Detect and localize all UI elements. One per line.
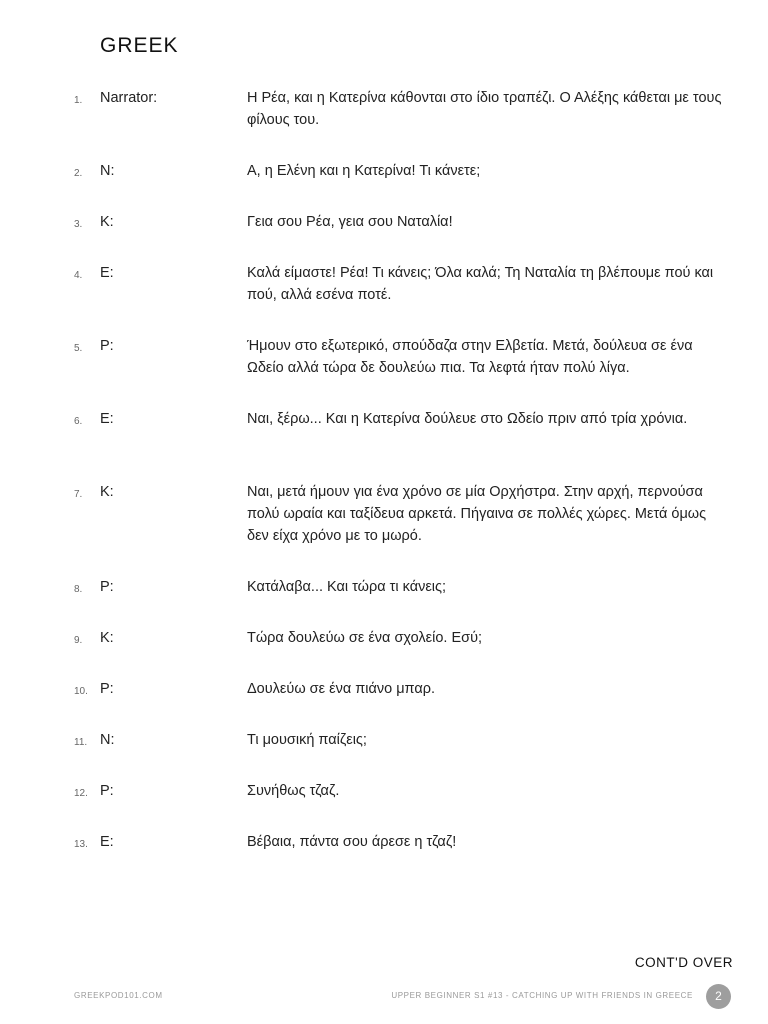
dialogue-text: Συνήθως τζαζ.	[247, 783, 340, 799]
line-number: 4.	[74, 270, 83, 281]
dialogue-text: Βέβαια, πάντα σου άρεσε η τζαζ!	[247, 834, 457, 850]
dialogue-text: Ήμουν στο εξωτερικό, σπούδαζα στην Ελβετία. Μετά, δούλευα σε ένα Ωδείο αλλά τώρα δε δουλεύω πια. Τα λεφτά ήταν πολύ λίγα.	[247, 338, 693, 376]
speaker-label: P:	[100, 338, 114, 354]
line-number: 10.	[74, 686, 88, 697]
speaker-label: Narrator:	[100, 90, 158, 106]
speaker-label: E:	[100, 834, 114, 850]
speaker-label: N:	[100, 732, 115, 748]
speaker-label: N:	[100, 163, 115, 179]
line-number: 1.	[74, 95, 83, 106]
line-number: 3.	[74, 219, 83, 230]
footer-site: GREEKPOD101.COM	[74, 991, 163, 1000]
footer-lesson-title: UPPER BEGINNER S1 #13 - CATCHING UP WITH FRIENDS IN GREECE	[391, 991, 693, 1000]
continued-notice: CONT'D OVER	[634, 955, 733, 970]
line-number: 13.	[74, 839, 88, 850]
page-number-badge: 2	[706, 984, 731, 1009]
speaker-label: K:	[100, 214, 114, 230]
line-number: 11.	[74, 737, 88, 748]
speaker-label: K:	[100, 630, 114, 646]
speaker-label: P:	[100, 579, 114, 595]
dialogue-text: Η Ρέα, και η Κατερίνα κάθονται στο ίδιο τραπέζι. Ο Αλέξης κάθεται με τους φίλους του.	[247, 90, 722, 128]
line-number: 2.	[74, 168, 83, 179]
line-number: 12.	[74, 788, 88, 799]
dialogue-text: Ναι, ξέρω... Και η Κατερίνα δούλευε στο Ωδείο πριν από τρία χρόνια.	[247, 411, 688, 427]
speaker-label: K:	[100, 484, 114, 500]
dialogue-text: Καλά είμαστε! Ρέα! Τι κάνεις; Όλα καλά; Τη Ναταλία τη βλέπουμε πού και πού, αλλά εσένα ποτέ.	[247, 265, 714, 303]
dialogue-text: Γεια σου Ρέα, γεια σου Ναταλία!	[247, 214, 453, 230]
speaker-label: P:	[100, 681, 114, 697]
line-number: 7.	[74, 489, 83, 500]
line-number: 5.	[74, 343, 83, 354]
line-number: 6.	[74, 416, 83, 427]
page-title: GREEK	[100, 34, 179, 57]
dialogue-text: Κατάλαβα... Και τώρα τι κάνεις;	[247, 579, 447, 595]
dialogue-text: Δουλεύω σε ένα πιάνο μπαρ.	[247, 681, 436, 697]
line-number: 8.	[74, 584, 83, 595]
dialogue-text: Τώρα δουλεύω σε ένα σχολείο. Εσύ;	[247, 630, 483, 646]
speaker-label: E:	[100, 265, 114, 281]
dialogue-text: Α, η Ελένη και η Κατερίνα! Τι κάνετε;	[247, 163, 481, 179]
line-number: 9.	[74, 635, 83, 646]
dialogue-text: Ναι, μετά ήμουν για ένα χρόνο σε μία Ορχήστρα. Στην αρχή, περνούσα πολύ ωραία και ταξίδευα αρκετά. Πήγαινα σε πολλές χώρες. Μετά όμως δεν είχα χρόνο με το μωρό.	[247, 484, 707, 544]
dialogue-text: Τι μουσική παίζεις;	[247, 732, 367, 748]
speaker-label: E:	[100, 411, 114, 427]
speaker-label: P:	[100, 783, 114, 799]
